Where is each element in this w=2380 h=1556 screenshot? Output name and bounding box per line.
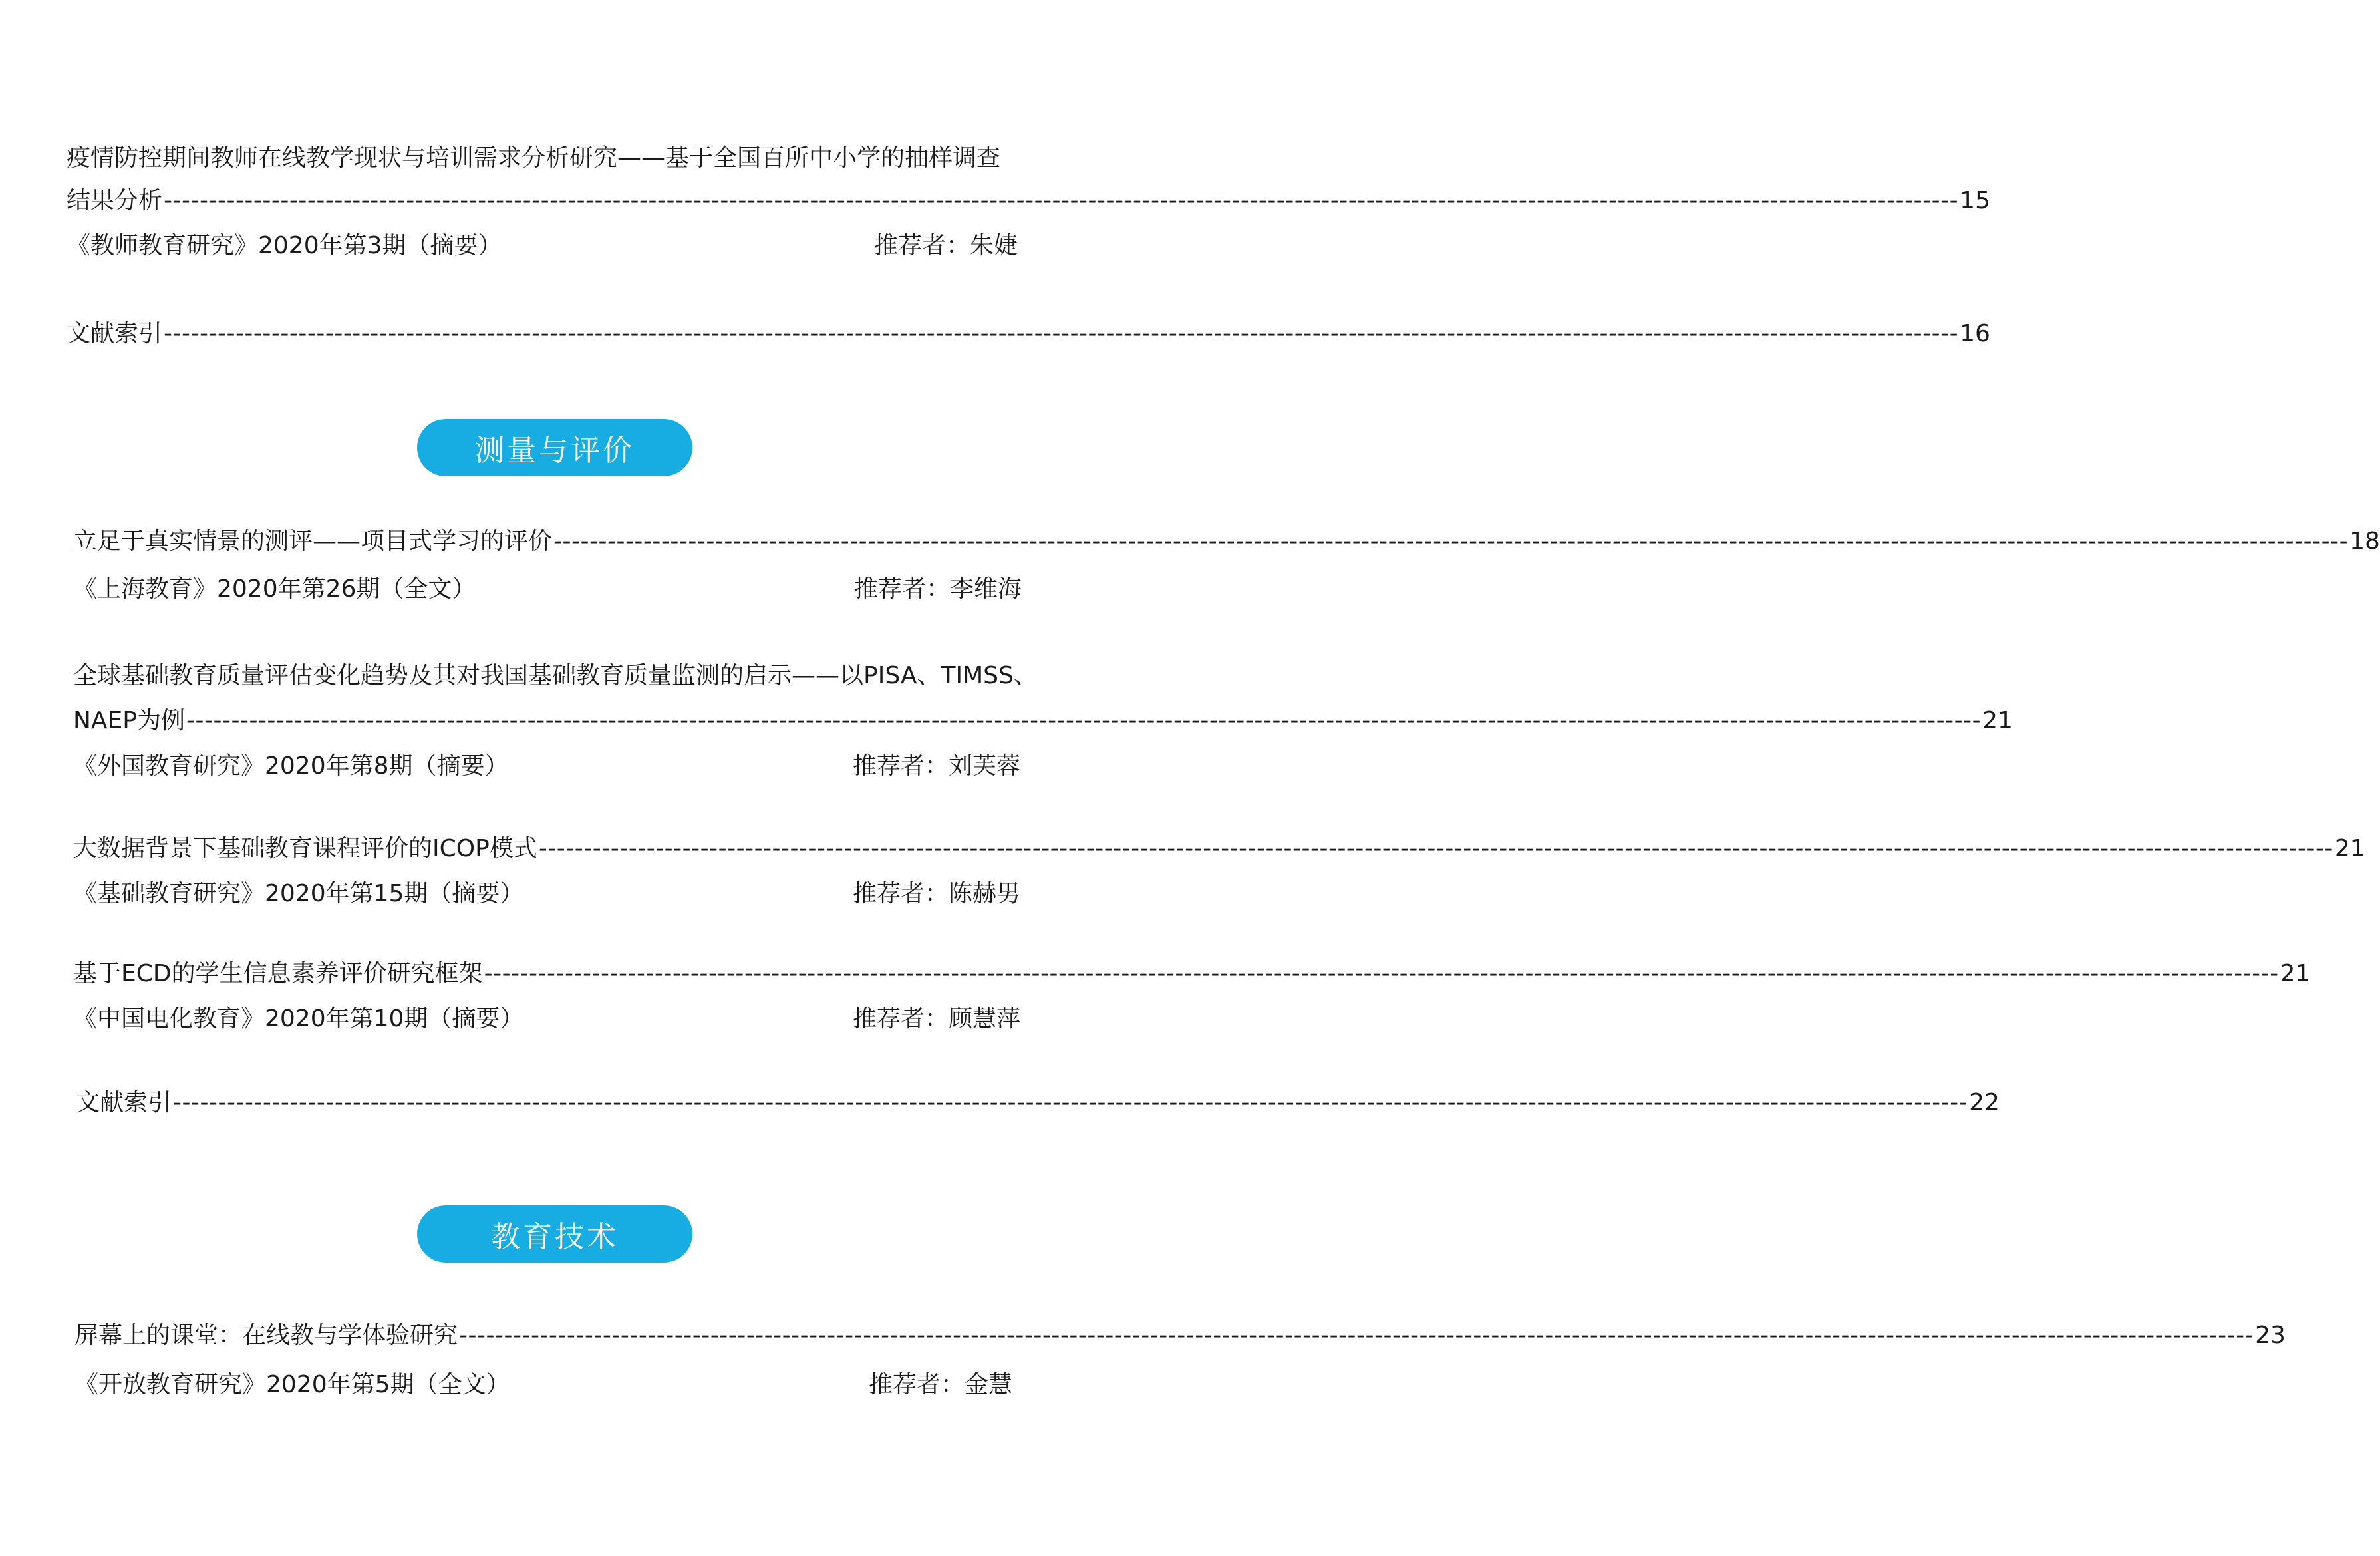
toc-entry[interactable]	[73, 958, 2311, 990]
source-journal: 《开放教育研究》2020年第5期（全文）	[74, 1371, 510, 1398]
recommender: 推荐者：李维海	[853, 575, 1022, 603]
dot-leader: --------------------------------------------------------------------------------------------------------------------------------------------------------------------------------------------------------	[164, 187, 1959, 214]
index-label: 文献索引	[67, 320, 163, 347]
section-heading-pill: 测量与评价	[417, 419, 692, 476]
dot-leader: --------------------------------------------------------------------------------------------------------------------------------------------------------------------------------------------------------	[459, 1322, 2254, 1349]
toc-entry[interactable]	[73, 833, 2365, 865]
toc-title-text: 基于ECD的学生信息素养评价研究框架	[73, 960, 483, 987]
source-journal: 《上海教育》2020年第26期（全文）	[73, 575, 476, 603]
dot-leader: --------------------------------------------------------------------------------------------------------------------------------------------------------------------------------------------------------	[538, 835, 2333, 862]
source-line	[73, 750, 1020, 782]
toc-entry-title-continued[interactable]	[73, 705, 2013, 737]
dot-leader: --------------------------------------------------------------------------------------------------------------------------------------------------------------------------------------------------------	[484, 960, 2279, 987]
page-number: 16	[1960, 320, 1990, 347]
dot-leader: --------------------------------------------------------------------------------------------------------------------------------------------------------------------------------------------------------	[173, 1089, 1968, 1116]
recommender: 推荐者：顾慧萍	[852, 1005, 1020, 1032]
toc-title-text: 立足于真实情景的测评——项目式学习的评价	[73, 528, 553, 555]
toc-entry-title-continued[interactable]	[67, 185, 1990, 217]
page-number: 22	[1969, 1089, 2000, 1116]
toc-title-text: NAEP为例	[73, 707, 186, 734]
recommender: 推荐者：陈赫男	[852, 880, 1020, 907]
dot-leader: --------------------------------------------------------------------------------------------------------------------------------------------------------------------------------------------------------	[553, 528, 2349, 555]
page-number: 21	[2280, 960, 2311, 987]
source-line	[73, 573, 1022, 605]
index-label: 文献索引	[76, 1089, 172, 1116]
source-line	[67, 230, 1018, 262]
recommender: 推荐者：金慧	[868, 1371, 1012, 1398]
page-number: 18	[2349, 528, 2380, 555]
toc-entry[interactable]	[74, 1320, 2286, 1352]
source-line	[73, 1003, 1020, 1035]
toc-title-text: 结果分析	[67, 187, 163, 214]
toc-title-text: 大数据背景下基础教育课程评价的ICOP模式	[73, 835, 537, 862]
source-journal: 《教师教育研究》2020年第3期（摘要）	[67, 232, 502, 259]
source-line	[74, 1369, 1012, 1401]
dot-leader: --------------------------------------------------------------------------------------------------------------------------------------------------------------------------------------------------------	[186, 707, 1982, 734]
source-journal: 《基础教育研究》2020年第15期（摘要）	[73, 880, 524, 907]
toc-entry[interactable]	[73, 526, 2380, 557]
source-journal: 《中国电化教育》2020年第10期（摘要）	[73, 1005, 524, 1032]
index-entry[interactable]	[67, 318, 1990, 350]
toc-title-text: 屏幕上的课堂：在线教与学体验研究	[74, 1322, 458, 1349]
source-journal: 《外国教育研究》2020年第8期（摘要）	[73, 752, 509, 780]
page-number: 21	[1982, 707, 2013, 734]
section-heading-pill: 教育技术	[417, 1205, 692, 1263]
recommender: 推荐者：刘芙蓉	[852, 752, 1020, 780]
source-line	[73, 878, 1020, 910]
index-entry[interactable]	[76, 1087, 2000, 1119]
page-number: 15	[1960, 187, 1990, 214]
toc-entry-title[interactable]: 疫情防控期间教师在线教学现状与培训需求分析研究——基于全国百所中小学的抽样调查	[67, 144, 1001, 172]
page-number: 21	[2334, 835, 2365, 862]
recommender: 推荐者：朱婕	[873, 232, 1018, 259]
dot-leader: --------------------------------------------------------------------------------------------------------------------------------------------------------------------------------------------------------	[164, 320, 1959, 347]
toc-entry-title[interactable]: 全球基础教育质量评估变化趋势及其对我国基础教育质量监测的启示——以PISA、TIMSS、	[73, 662, 1038, 689]
page-number: 23	[2255, 1322, 2286, 1349]
